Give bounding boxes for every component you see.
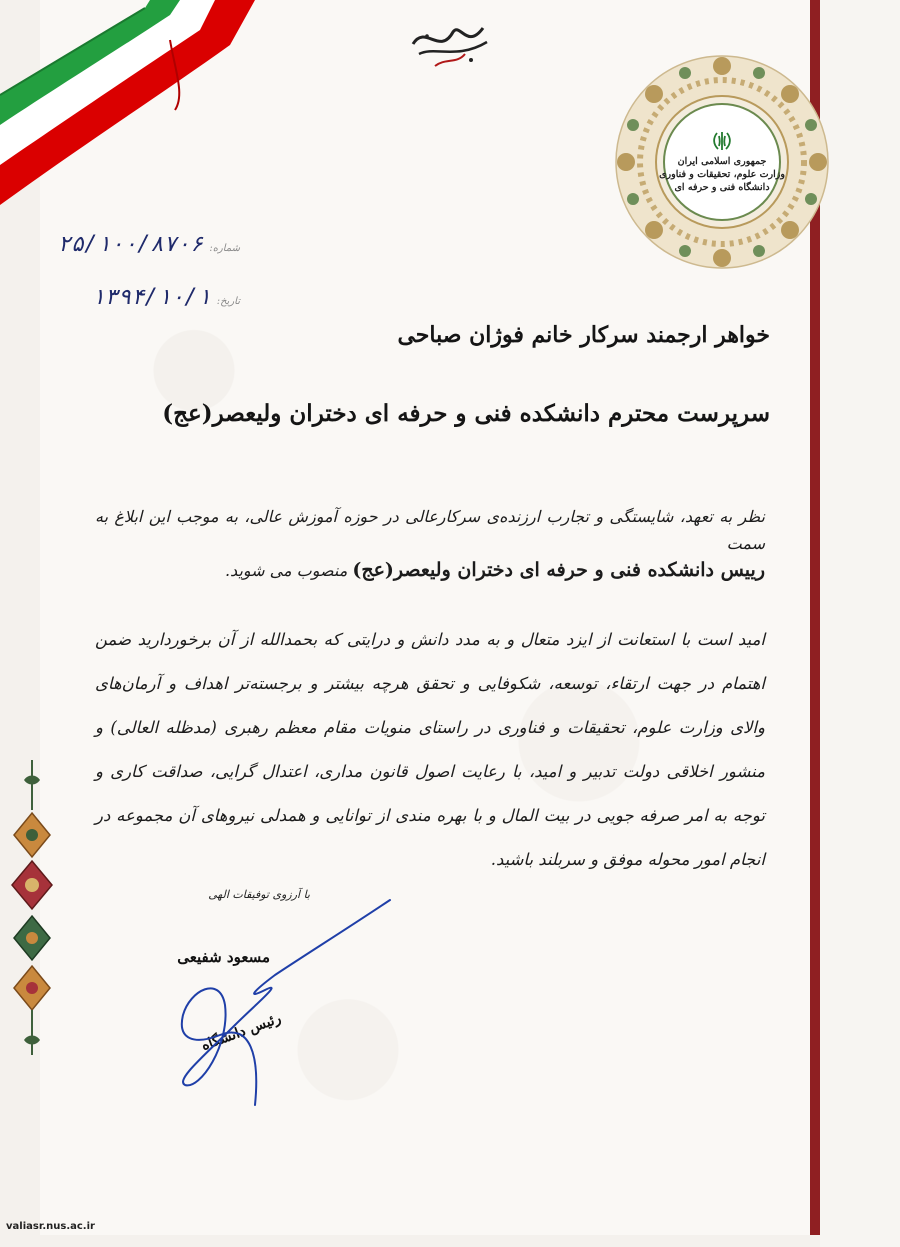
right-margin xyxy=(820,0,900,1247)
iran-emblem-icon xyxy=(711,130,733,152)
appointment-suffix: منصوب می شوید. xyxy=(224,561,353,580)
recipient-position: سرپرست محترم دانشکده فنی و حرفه ای دختران ولیعصر(عج) xyxy=(162,400,770,427)
closing-phrase: با آرزوی توفیقات الهی xyxy=(208,888,310,901)
letter-number xyxy=(58,232,240,257)
basmala-calligraphy xyxy=(405,14,495,72)
iran-flag-ribbon xyxy=(0,0,260,240)
appointment-position: رییس دانشکده فنی و حرفه ای دختران ولیعصر(عج) xyxy=(352,559,765,581)
side-ornament-column xyxy=(8,760,56,1060)
body-paragraph-wishes: امید است با استعانت از ایزد متعال و به مدد دانش و درایتی که بحمدالله از آن برخوردارید ضمن اهتمام در جهت ارتقاء، توسعه، شکوفایی و تحقق هرچه بیشتر و برجسته‌تر اهداف و آرمان‌های والای وزارت علوم، تحقیقات و فناوری در راستای منویات مقام معظم رهبری (مدظله العالی) و منشور اخلاقی دولت تدبیر و امید، با رعایت اصول قانون مداری، اعتدال گرایی، صداقت کاری و توجه به امر صرفه جویی در بیت المال و با بهره مندی از توانایی و همدلی نیروهای آن مجموعه در انجام امور محوله موفق و سربلند باشید. xyxy=(95,630,765,869)
signer-name: مسعود شفیعی xyxy=(177,948,270,966)
seal-line-country: جمهوری اسلامی ایران xyxy=(677,156,767,167)
signer-title: رئیس دانشگاه xyxy=(198,1010,283,1055)
date-value: ۱۳۹۴/۱۰/۱ xyxy=(91,285,211,310)
letter-date xyxy=(92,285,241,310)
appointment-text: نظر به تعهد، شایستگی و تجارب ارزنده‌ی سرکارعالی در حوزه آموزش عالی، به موجب این ابلاغ به سمت xyxy=(95,507,765,553)
number-value: ۲۵/۱۰۰/۸۷۰۶ xyxy=(57,232,204,257)
footer-url: valiasr.nus.ac.ir xyxy=(6,1221,95,1232)
body-paragraph-appointment xyxy=(95,503,765,584)
date-label: تاریخ: xyxy=(216,296,240,307)
handwritten-signature xyxy=(175,895,395,1110)
seal-line-ministry: وزارت علوم، تحقیقات و فناوری xyxy=(659,169,785,180)
seal-text xyxy=(659,112,785,212)
number-label: شماره: xyxy=(209,243,240,254)
seal-line-university: دانشگاه فنی و حرفه ای xyxy=(674,182,770,193)
recipient-name: خواهر ارجمند سرکار خانم فوژان صباحی xyxy=(397,322,770,348)
